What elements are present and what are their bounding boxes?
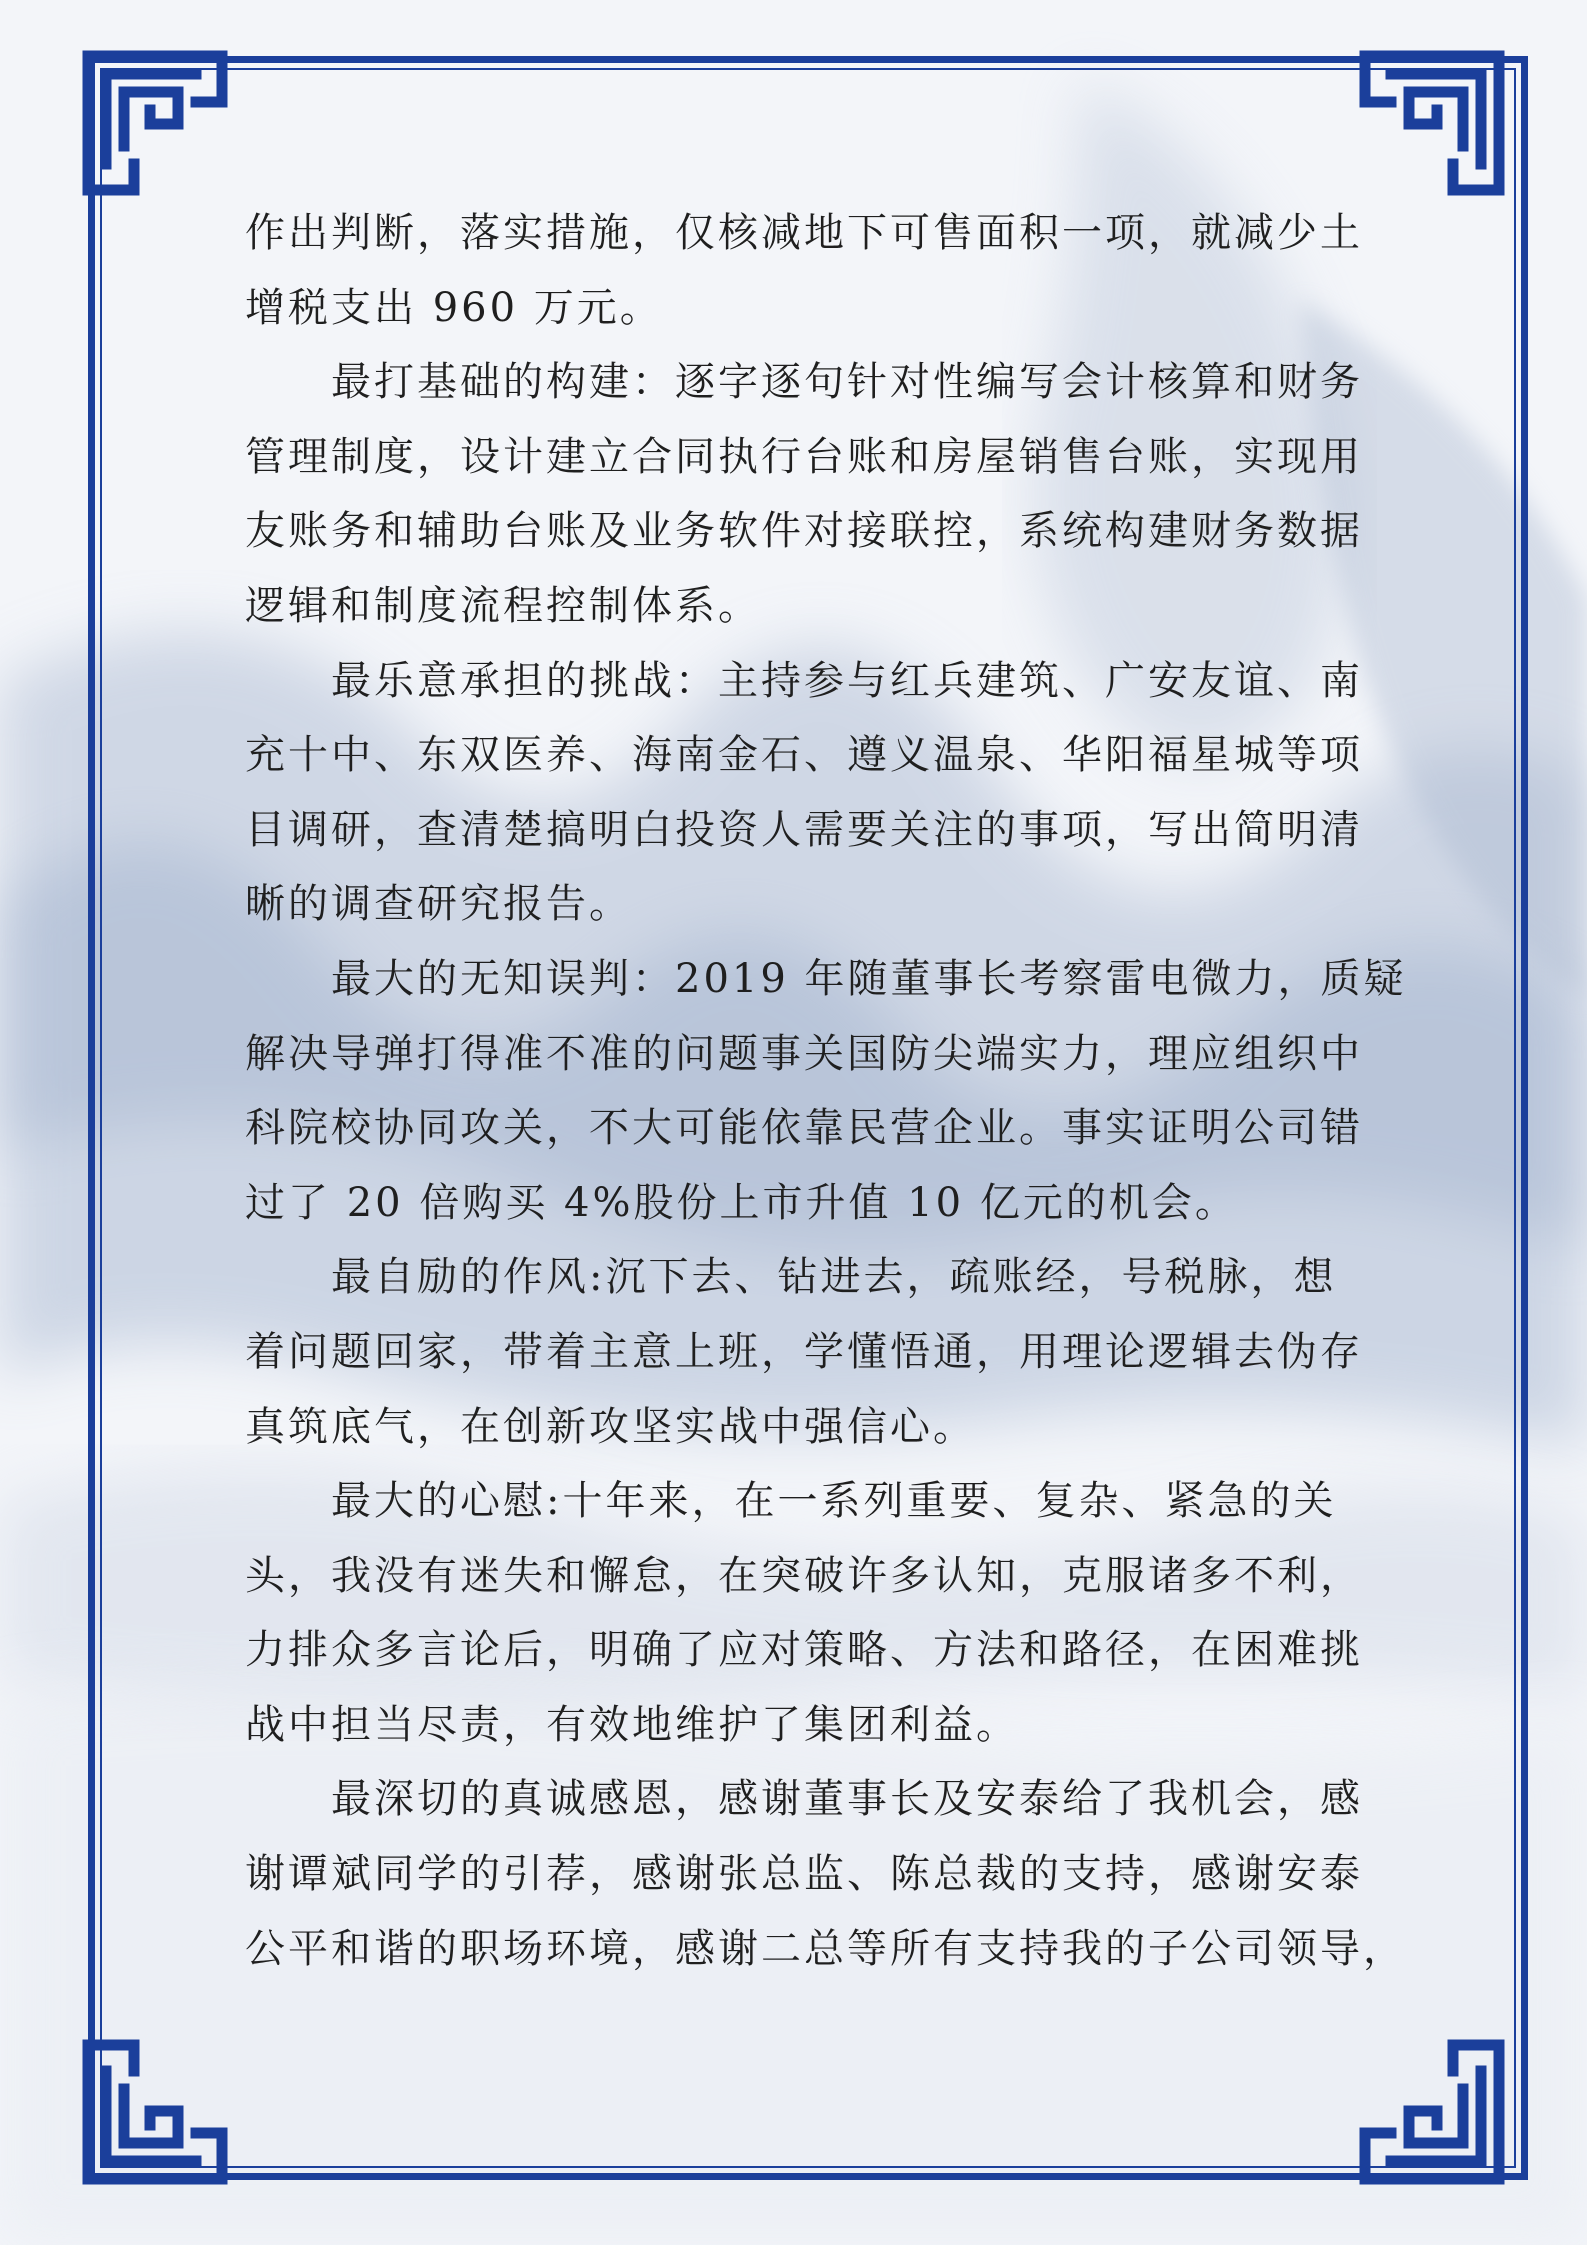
text-line: 充十中、东双医养、海南金石、遵义温泉、华阳福星城等项 xyxy=(245,732,1363,779)
text-line: 最自励的作风:沉下去、钻进去，疏账经，号税脉，想 xyxy=(245,1254,1337,1301)
text-line: 战中担当尽责，有效地维护了集团利益。 xyxy=(245,1701,1019,1748)
corner-fret-ornament xyxy=(1357,48,1507,198)
text-line: 逻辑和制度流程控制体系。 xyxy=(245,582,761,629)
text-line: 真筑底气，在创新攻坚实战中强信心。 xyxy=(245,1403,976,1450)
text-line: 谢谭斌同学的引荐，感谢张总监、陈总裁的支持，感谢安泰 xyxy=(245,1851,1363,1898)
text-line: 科院校协同攻关，不大可能依靠民营企业。事实证明公司错 xyxy=(245,1105,1363,1152)
text-line: 最乐意承担的挑战：主持参与红兵建筑、广安友谊、南 xyxy=(245,657,1363,704)
text-line: 增税支出 960 万元。 xyxy=(245,284,663,331)
text-line: 最打基础的构建：逐字逐句针对性编写会计核算和财务 xyxy=(245,359,1363,406)
text-line: 力排众多言论后，明确了应对策略、方法和路径，在困难挑 xyxy=(245,1627,1363,1674)
corner-fret-ornament xyxy=(80,48,230,198)
text-line: 目调研，查清楚搞明白投资人需要关注的事项，写出简明清 xyxy=(245,806,1363,853)
corner-fret-ornament xyxy=(80,2037,230,2187)
text-line: 解决导弹打得准不准的问题事关国防尖端实力，理应组织中 xyxy=(245,1030,1363,1077)
text-line: 着问题回家，带着主意上班，学懂悟通，用理论逻辑去伪存 xyxy=(245,1328,1363,1375)
text-line: 过了 20 倍购买 4%股份上市升值 10 亿元的机会。 xyxy=(245,1179,1238,1226)
text-line: 头，我没有迷失和懈怠，在突破许多认知，克服诸多不利， xyxy=(245,1552,1363,1599)
text-line: 最大的心慰:十年来，在一系列重要、复杂、紧急的关 xyxy=(245,1478,1337,1525)
text-line: 公平和谐的职场环境，感谢二总等所有支持我的子公司领导， xyxy=(245,1925,1406,1972)
text-line: 晰的调查研究报告。 xyxy=(245,881,632,928)
text-line: 最大的无知误判：2019 年随董事长考察雷电微力，质疑 xyxy=(245,955,1407,1002)
corner-fret-ornament xyxy=(1357,2037,1507,2187)
text-line: 友账务和辅助台账及业务软件对接联控，系统构建财务数据 xyxy=(245,508,1363,555)
text-line: 作出判断，落实措施，仅核减地下可售面积一项，就减少土 xyxy=(245,210,1363,256)
text-line: 管理制度，设计建立合同执行台账和房屋销售台账，实现用 xyxy=(245,433,1363,480)
document-body xyxy=(245,196,1407,1986)
text-line: 最深切的真诚感恩，感谢董事长及安泰给了我机会，感 xyxy=(245,1776,1363,1823)
